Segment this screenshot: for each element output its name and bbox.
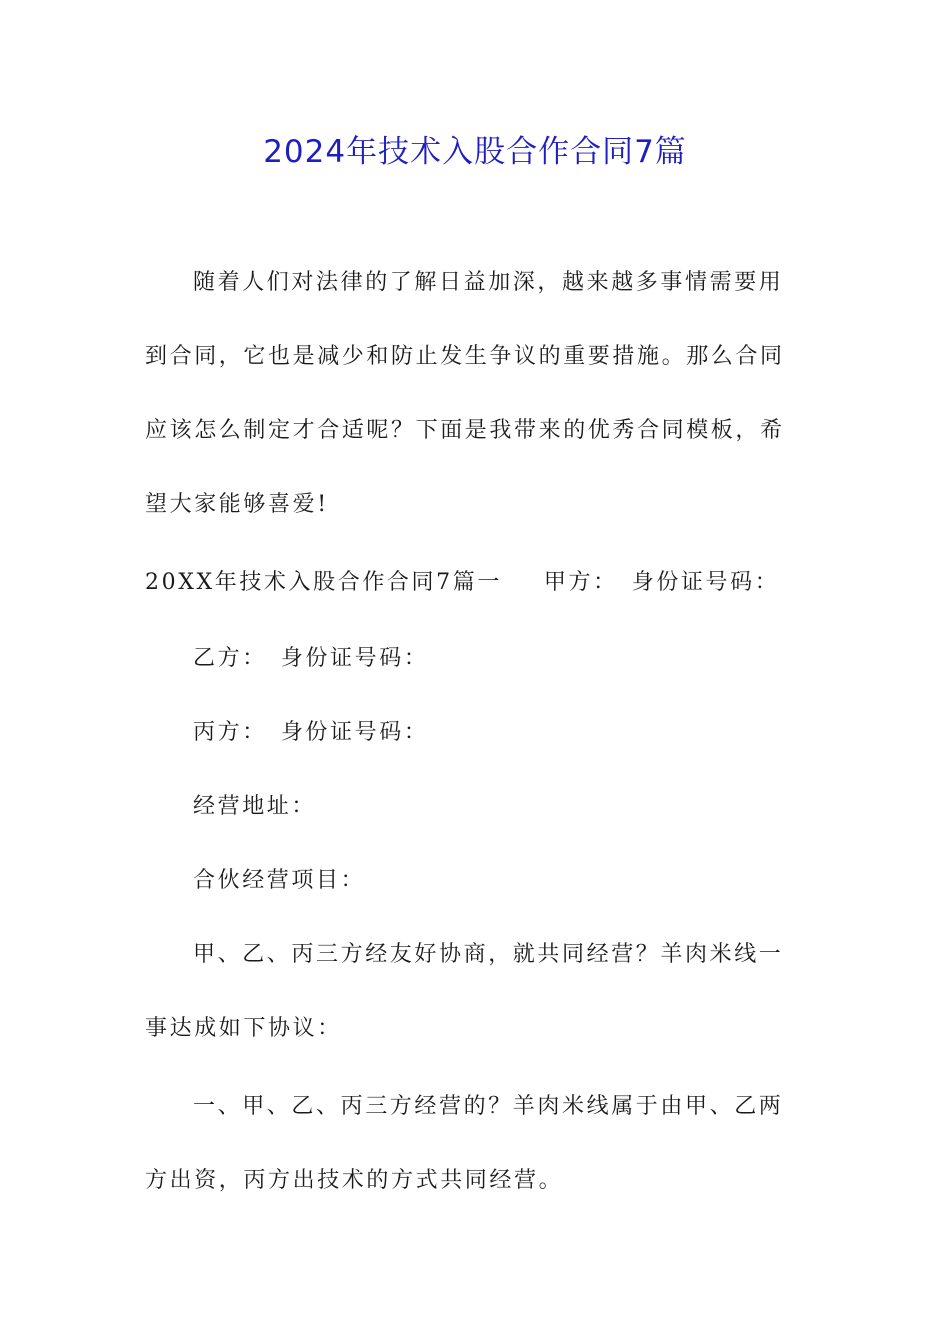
party-a-label: 甲方： — [543, 570, 618, 595]
party-b-line — [145, 622, 807, 696]
section-heading: 20XX年技术入股合作合同7篇一 — [145, 570, 502, 595]
clause-1-paragraph: 一、甲、乙、丙三方经营的？羊肉米线属于由甲、乙两方出资，丙方出技术的方式共同经营。 — [145, 1094, 784, 1193]
party-c-id-label: 身份证号码： — [280, 720, 429, 745]
intro-paragraph: 随着人们对法律的了解日益加深，越来越多事情需要用到合同，它也是减少和防止发生争议的重要措施。那么合同应该怎么制定才合适呢？下面是我带来的优秀合同模板，希望大家能够喜爱! — [145, 270, 785, 517]
party-b-id-label: 身份证号码： — [280, 646, 429, 671]
document-title: 2024年技术入股合作合同7篇 — [263, 134, 687, 170]
section-heading-line — [145, 546, 807, 620]
party-c-label: 丙方： — [193, 720, 267, 745]
party-b-label: 乙方： — [193, 646, 267, 671]
project-line: 合伙经营项目： — [193, 868, 366, 893]
party-a-id-label: 身份证号码： — [631, 570, 780, 595]
address-line: 经营地址： — [193, 794, 317, 819]
agreement-intro-paragraph: 甲、乙、丙三方经友好协商，就共同经营？羊肉米线一事达成如下协议： — [145, 942, 784, 1041]
party-c-line — [145, 696, 807, 770]
